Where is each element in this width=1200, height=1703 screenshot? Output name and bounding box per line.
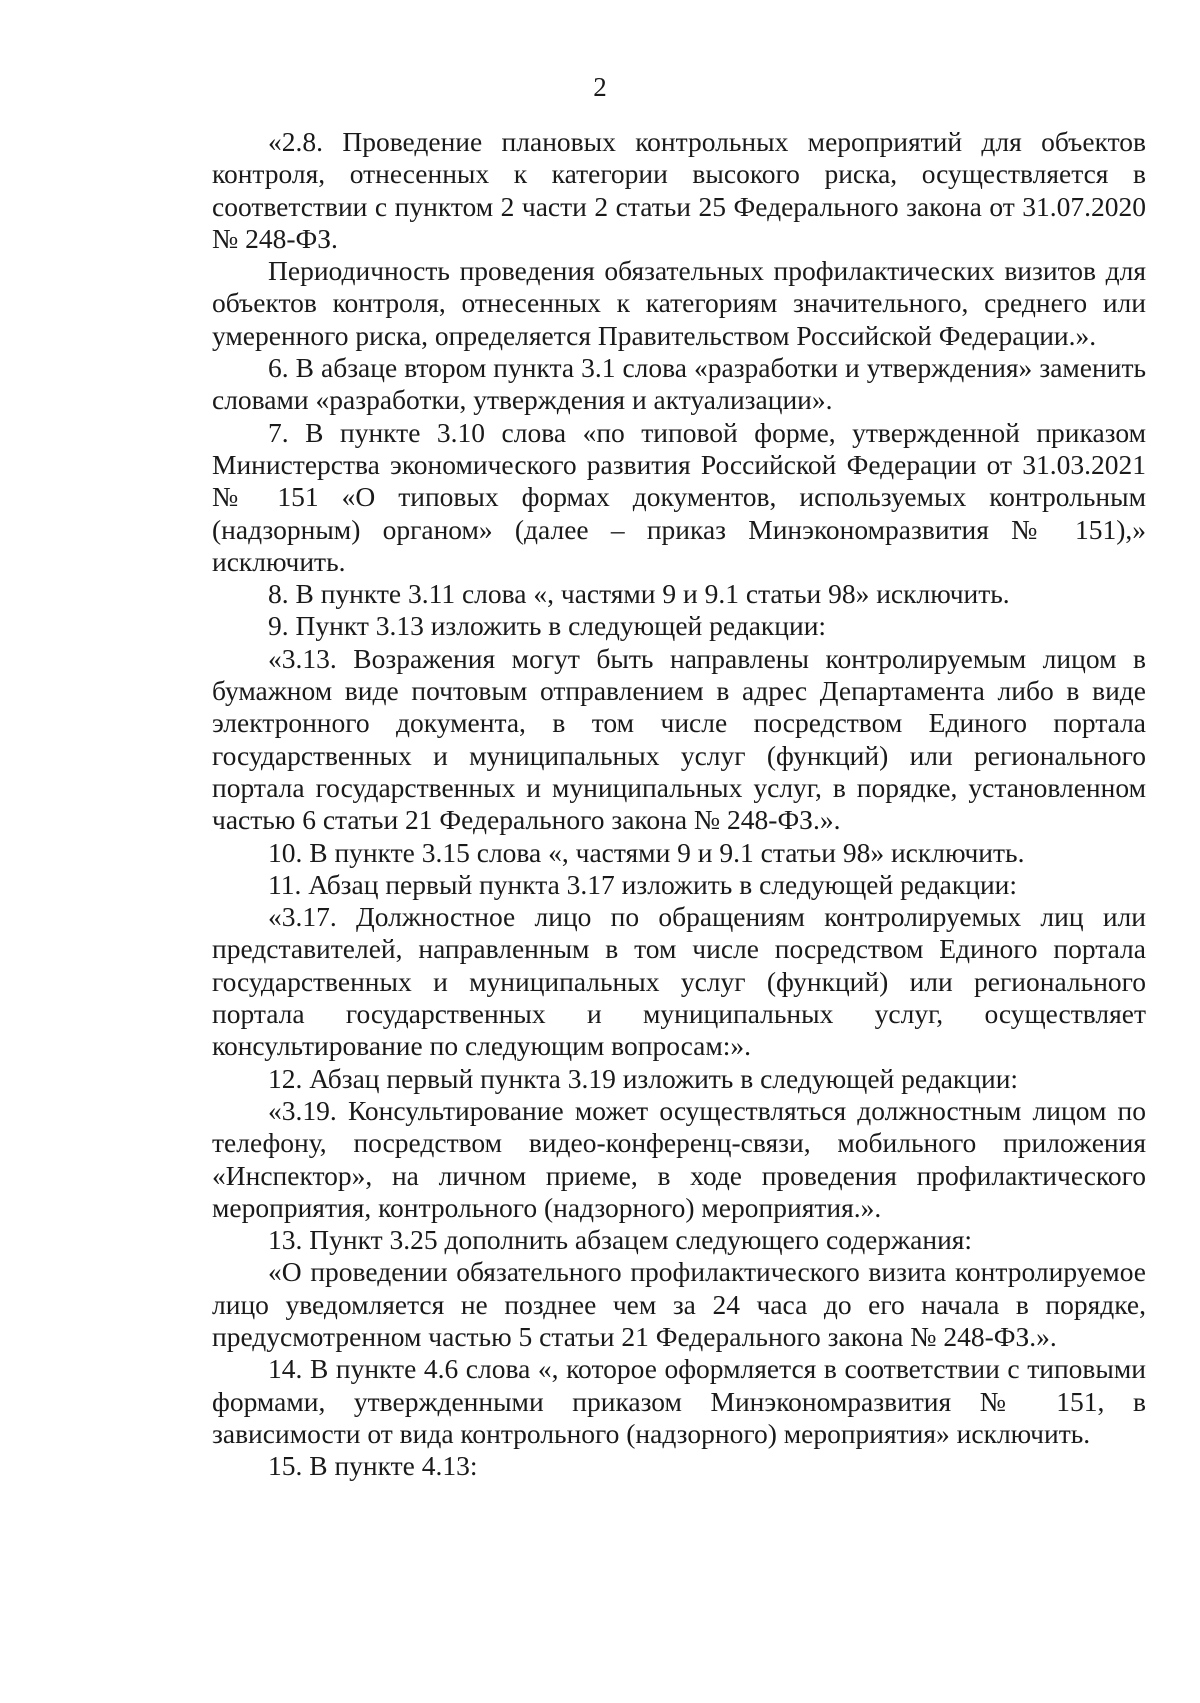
paragraph-item-7: 7. В пункте 3.10 слова «по типовой форме, утвержденной приказом Министерства экономического развития Российской Федерации от 31.03.2021 № 151 «О типовых формах документов, используемых контрольным (надзорным) органом» (далее – приказ Минэкономразвития № 151),» исключить. <box>212 416 1146 577</box>
paragraph-item-10: 10. В пункте 3.15 слова «, частями 9 и 9.1 статьи 98» исключить. <box>268 836 1025 868</box>
paragraph-item-12: 12. Абзац первый пункта 3.19 изложить в следующей редакции: <box>268 1062 1019 1094</box>
page-number: 2 <box>593 72 607 102</box>
paragraph-item-11: 11. Абзац первый пункта 3.17 изложить в следующей редакции: <box>268 868 1018 900</box>
document-body <box>212 126 1146 1482</box>
paragraph-item-8: 8. В пункте 3.11 слова «, частями 9 и 9.1 статьи 98» исключить. <box>268 578 1010 610</box>
paragraph-3-13: «3.13. Возражения могут быть направлены контролируемым лицом в бумажном виде почтовым отправлением в адрес Департамента либо в виде электронного документа, в том числе посредством Единого портала государственных и муниципальных услуг (функций) или регионального портала государственных и муниципальных услуг, в порядке, установленном частью 6 статьи 21 Федерального закона № 248-ФЗ.». <box>212 642 1146 836</box>
paragraph-2-8: «2.8. Проведение плановых контрольных мероприятий для объектов контроля, отнесенных к категории высокого риска, осуществляется в соответствии с пунктом 2 части 2 статьи 25 Федерального закона от 31.07.2020 № 248-ФЗ. <box>212 126 1146 254</box>
paragraph-visit-notice: «О проведении обязательного профилактического визита контролируемое лицо уведомляется не позднее чем за 24 часа до его начала в порядке, предусмотренном частью 5 статьи 21 Федерального закона № 248-ФЗ.». <box>212 1256 1146 1352</box>
paragraph-3-17: «3.17. Должностное лицо по обращениям контролируемых лиц или представителей, направленным в том числе посредством Единого портала государственных и муниципальных услуг (функций) или регионального портала государственных и муниципальных услуг, осуществляет консультирование по следующим вопросам:». <box>212 901 1146 1062</box>
paragraph-item-9: 9. Пункт 3.13 изложить в следующей редакции: <box>268 610 827 642</box>
paragraph-3-19: «3.19. Консультирование может осуществляться должностным лицом по телефону, посредством видео-конференц-связи, мобильного приложения «Инспектор», на личном приеме, в ходе проведения профилактического мероприятия, контрольного (надзорного) мероприятия.». <box>212 1094 1146 1223</box>
paragraph-item-14: 14. В пункте 4.6 слова «, которое оформляется в соответствии с типовыми формами, утвержденными приказом Минэкономразвития № 151, в зависимости от вида контрольного (надзорного) мероприятия» исключить. <box>212 1353 1146 1449</box>
paragraph-item-6: 6. В абзаце втором пункта 3.1 слова «разработки и утверждения» заменить словами «разработки, утверждения и актуализации». <box>212 352 1146 416</box>
paragraph-periodicity: Периодичность проведения обязательных профилактических визитов для объектов контроля, отнесенных к категориям значительного, среднего или умеренного риска, определяется Правительством Российской Федерации.». <box>212 255 1146 351</box>
paragraph-item-13: 13. Пункт 3.25 дополнить абзацем следующего содержания: <box>268 1224 973 1256</box>
paragraph-item-15: 15. В пункте 4.13: <box>268 1450 478 1482</box>
